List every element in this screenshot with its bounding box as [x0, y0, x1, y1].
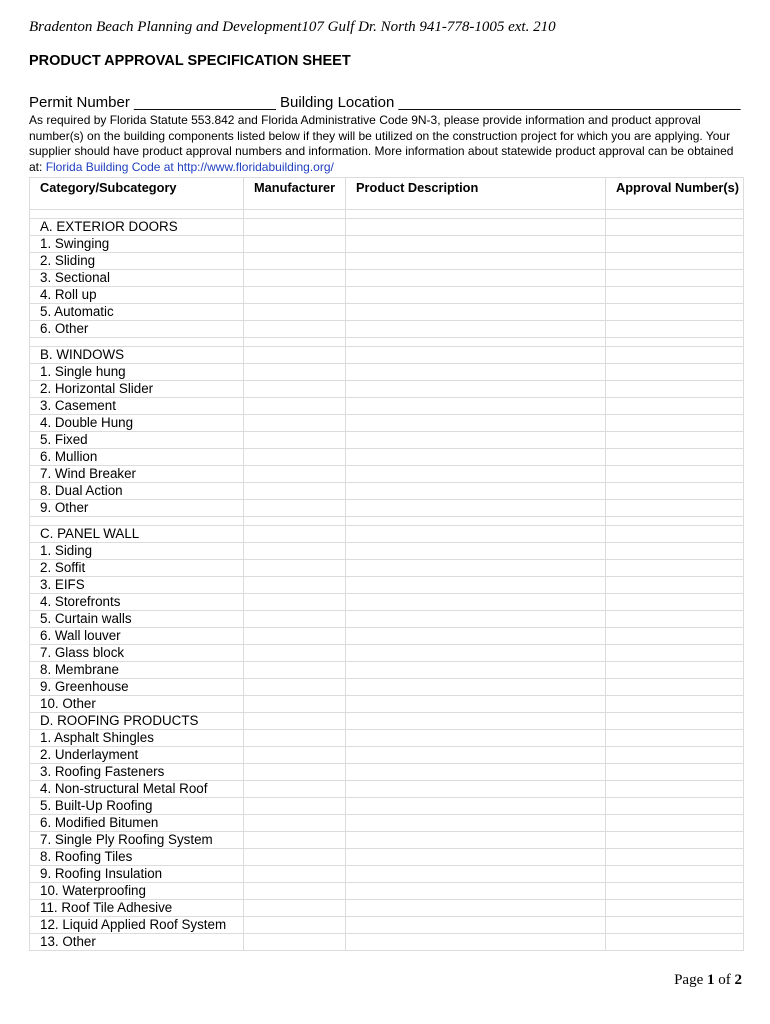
manufacturer-cell[interactable] [244, 466, 346, 483]
product-description-cell[interactable] [346, 500, 606, 517]
table-row [30, 798, 744, 815]
product-description-cell[interactable] [346, 543, 606, 560]
subcategory-label: 8. Membrane [30, 662, 244, 679]
table-row [30, 543, 744, 560]
intro-paragraph [29, 113, 745, 175]
subcategory-label: 6. Other [30, 321, 244, 338]
manufacturer-cell[interactable] [244, 934, 346, 951]
subcategory-label: 1. Swinging [30, 236, 244, 253]
table-row [30, 381, 744, 398]
manufacturer-cell[interactable] [244, 432, 346, 449]
table-row [30, 832, 744, 849]
approval-number-cell[interactable] [606, 364, 744, 381]
subcategory-label: 1. Single hung [30, 364, 244, 381]
subcategory-label: 2. Horizontal Slider [30, 381, 244, 398]
subcategory-label: 6. Mullion [30, 449, 244, 466]
manufacturer-cell[interactable] [244, 338, 346, 347]
manufacturer-cell[interactable] [244, 500, 346, 517]
product-description-cell[interactable] [346, 415, 606, 432]
subcategory-label: 2. Soffit [30, 560, 244, 577]
table-row [30, 210, 744, 219]
product-description-cell[interactable] [346, 883, 606, 900]
approval-number-cell[interactable] [606, 917, 744, 934]
table-row [30, 594, 744, 611]
product-description-cell[interactable] [346, 432, 606, 449]
page-prefix: Page [674, 972, 707, 988]
manufacturer-cell[interactable] [244, 236, 346, 253]
approval-number-cell[interactable] [606, 883, 744, 900]
manufacturer-cell[interactable] [244, 662, 346, 679]
manufacturer-cell[interactable] [244, 347, 346, 364]
manufacturer-cell[interactable] [244, 270, 346, 287]
table-row [30, 466, 744, 483]
approval-number-cell[interactable] [606, 270, 744, 287]
product-description-cell[interactable] [346, 781, 606, 798]
table-row [30, 696, 744, 713]
approval-number-cell[interactable] [606, 934, 744, 951]
product-description-cell[interactable] [346, 917, 606, 934]
approval-number-cell[interactable] [606, 398, 744, 415]
approval-number-cell[interactable] [606, 543, 744, 560]
table-row [30, 236, 744, 253]
product-description-cell[interactable] [346, 662, 606, 679]
approval-number-cell[interactable] [606, 662, 744, 679]
building-location-field[interactable]: _________________________________________ [398, 94, 741, 111]
manufacturer-cell[interactable] [244, 415, 346, 432]
column-header-category: Category/Subcategory [30, 178, 244, 210]
approval-number-cell[interactable] [606, 747, 744, 764]
approval-number-cell[interactable] [606, 347, 744, 364]
category-title: A. EXTERIOR DOORS [30, 219, 244, 236]
approval-number-cell[interactable] [606, 815, 744, 832]
table-row [30, 287, 744, 304]
subcategory-label: 3. Sectional [30, 270, 244, 287]
manufacturer-cell[interactable] [244, 747, 346, 764]
subcategory-label: 3. EIFS [30, 577, 244, 594]
manufacturer-cell[interactable] [244, 483, 346, 500]
approval-number-cell[interactable] [606, 696, 744, 713]
table-row [30, 730, 744, 747]
category-title: B. WINDOWS [30, 347, 244, 364]
manufacturer-cell[interactable] [244, 832, 346, 849]
table-row [30, 628, 744, 645]
manufacturer-cell[interactable] [244, 900, 346, 917]
page-number [674, 972, 742, 989]
manufacturer-cell[interactable] [244, 611, 346, 628]
table-row [30, 415, 744, 432]
product-description-cell[interactable] [346, 321, 606, 338]
approval-number-cell[interactable] [606, 679, 744, 696]
table-row [30, 679, 744, 696]
approval-number-cell[interactable] [606, 415, 744, 432]
manufacturer-cell[interactable] [244, 645, 346, 662]
product-description-cell[interactable] [346, 526, 606, 543]
approval-number-cell[interactable] [606, 526, 744, 543]
product-description-cell[interactable] [346, 611, 606, 628]
table-row [30, 917, 744, 934]
table-row [30, 483, 744, 500]
approval-number-cell[interactable] [606, 900, 744, 917]
manufacturer-cell[interactable] [244, 866, 346, 883]
manufacturer-cell[interactable] [244, 781, 346, 798]
product-description-cell[interactable] [346, 381, 606, 398]
manufacturer-cell[interactable] [244, 917, 346, 934]
approval-number-cell[interactable] [606, 287, 744, 304]
approval-number-cell[interactable] [606, 798, 744, 815]
approval-number-cell[interactable] [606, 764, 744, 781]
manufacturer-cell[interactable] [244, 287, 346, 304]
product-description-cell[interactable] [346, 730, 606, 747]
intro-text: As required by Florida Statute 553.842 and Florida Administrative Code 9N-3, please provide information and product approval number(s) on the building components listed below if they will be utilized on the construction project for which you are applying. Your supplier should have product approval numbers and information. More information about statewide product approval can be obtained at: [29, 113, 734, 174]
approval-number-cell[interactable] [606, 381, 744, 398]
product-description-cell[interactable] [346, 236, 606, 253]
table-body [30, 210, 744, 951]
product-approval-table [29, 177, 744, 951]
approval-number-cell[interactable] [606, 500, 744, 517]
table-row [30, 304, 744, 321]
product-description-cell[interactable] [346, 866, 606, 883]
product-description-cell[interactable] [346, 696, 606, 713]
subcategory-label: 9. Greenhouse [30, 679, 244, 696]
product-description-cell[interactable] [346, 679, 606, 696]
table-row [30, 364, 744, 381]
subcategory-label: 6. Modified Bitumen [30, 815, 244, 832]
approval-number-cell[interactable] [606, 253, 744, 270]
permit-number-field[interactable]: _________________ [134, 94, 276, 111]
approval-number-cell[interactable] [606, 483, 744, 500]
table-row [30, 270, 744, 287]
approval-number-cell[interactable] [606, 628, 744, 645]
subcategory-label: 3. Roofing Fasteners [30, 764, 244, 781]
approval-number-cell[interactable] [606, 304, 744, 321]
subcategory-label: 5. Automatic [30, 304, 244, 321]
spacer-cell [30, 338, 244, 347]
product-description-cell[interactable] [346, 270, 606, 287]
approval-number-cell[interactable] [606, 866, 744, 883]
subcategory-label: 8. Roofing Tiles [30, 849, 244, 866]
manufacturer-cell[interactable] [244, 560, 346, 577]
page-of: of [714, 972, 735, 988]
subcategory-label: 7. Single Ply Roofing System [30, 832, 244, 849]
table-row [30, 577, 744, 594]
subcategory-label: 2. Underlayment [30, 747, 244, 764]
product-description-cell[interactable] [346, 560, 606, 577]
approval-number-cell[interactable] [606, 466, 744, 483]
product-description-cell[interactable] [346, 210, 606, 219]
spacer-cell [30, 210, 244, 219]
table-row [30, 645, 744, 662]
manufacturer-cell[interactable] [244, 713, 346, 730]
approval-number-cell[interactable] [606, 781, 744, 798]
column-header-approval-numbers: Approval Number(s) [606, 178, 744, 210]
product-description-cell[interactable] [346, 517, 606, 526]
manufacturer-cell[interactable] [244, 628, 346, 645]
table-row [30, 347, 744, 364]
subcategory-label: 5. Curtain walls [30, 611, 244, 628]
subcategory-label: 9. Other [30, 500, 244, 517]
permit-line [29, 94, 741, 111]
manufacturer-cell[interactable] [244, 526, 346, 543]
product-description-cell[interactable] [346, 364, 606, 381]
approval-number-cell[interactable] [606, 449, 744, 466]
product-description-cell[interactable] [346, 764, 606, 781]
approval-number-cell[interactable] [606, 517, 744, 526]
subcategory-label: 3. Casement [30, 398, 244, 415]
table-row [30, 338, 744, 347]
product-description-cell[interactable] [346, 483, 606, 500]
product-description-cell[interactable] [346, 815, 606, 832]
table-header-row [30, 178, 744, 210]
subcategory-label: 6. Wall louver [30, 628, 244, 645]
product-description-cell[interactable] [346, 449, 606, 466]
table-row [30, 219, 744, 236]
manufacturer-cell[interactable] [244, 381, 346, 398]
manufacturer-cell[interactable] [244, 679, 346, 696]
product-description-cell[interactable] [346, 219, 606, 236]
spacer-cell [30, 517, 244, 526]
subcategory-label: 11. Roof Tile Adhesive [30, 900, 244, 917]
table-row [30, 781, 744, 798]
table-row [30, 500, 744, 517]
subcategory-label: 10. Waterproofing [30, 883, 244, 900]
page-total: 2 [734, 972, 742, 988]
subcategory-label: 4. Storefronts [30, 594, 244, 611]
product-description-cell[interactable] [346, 798, 606, 815]
table-row [30, 747, 744, 764]
table-row [30, 321, 744, 338]
approval-number-cell[interactable] [606, 236, 744, 253]
column-header-manufacturer: Manufacturer [244, 178, 346, 210]
manufacturer-cell[interactable] [244, 849, 346, 866]
approval-number-cell[interactable] [606, 849, 744, 866]
approval-number-cell[interactable] [606, 210, 744, 219]
table-row [30, 253, 744, 270]
table-row [30, 662, 744, 679]
building-location-label: Building Location [280, 94, 395, 111]
manufacturer-cell[interactable] [244, 517, 346, 526]
product-description-cell[interactable] [346, 832, 606, 849]
category-title: D. ROOFING PRODUCTS [30, 713, 244, 730]
table-row [30, 815, 744, 832]
manufacturer-cell[interactable] [244, 577, 346, 594]
manufacturer-cell[interactable] [244, 449, 346, 466]
subcategory-label: 7. Wind Breaker [30, 466, 244, 483]
table-row [30, 449, 744, 466]
subcategory-label: 4. Roll up [30, 287, 244, 304]
table-row [30, 398, 744, 415]
approval-number-cell[interactable] [606, 713, 744, 730]
manufacturer-cell[interactable] [244, 730, 346, 747]
subcategory-label: 5. Fixed [30, 432, 244, 449]
manufacturer-cell[interactable] [244, 798, 346, 815]
approval-number-cell[interactable] [606, 645, 744, 662]
manufacturer-cell[interactable] [244, 364, 346, 381]
subcategory-label: 4. Non-structural Metal Roof [30, 781, 244, 798]
table-row [30, 526, 744, 543]
subcategory-label: 4. Double Hung [30, 415, 244, 432]
page-current: 1 [707, 972, 715, 988]
product-description-cell[interactable] [346, 253, 606, 270]
product-description-cell[interactable] [346, 628, 606, 645]
approval-number-cell[interactable] [606, 321, 744, 338]
product-description-cell[interactable] [346, 934, 606, 951]
product-description-cell[interactable] [346, 347, 606, 364]
table-row [30, 866, 744, 883]
approval-number-cell[interactable] [606, 560, 744, 577]
table-row [30, 900, 744, 917]
subcategory-label: 10. Other [30, 696, 244, 713]
subcategory-label: 13. Other [30, 934, 244, 951]
approval-number-cell[interactable] [606, 730, 744, 747]
subcategory-label: 5. Built-Up Roofing [30, 798, 244, 815]
manufacturer-cell[interactable] [244, 210, 346, 219]
manufacturer-cell[interactable] [244, 815, 346, 832]
table-row [30, 432, 744, 449]
subcategory-label: 1. Asphalt Shingles [30, 730, 244, 747]
subcategory-label: 9. Roofing Insulation [30, 866, 244, 883]
manufacturer-cell[interactable] [244, 398, 346, 415]
product-description-cell[interactable] [346, 900, 606, 917]
manufacturer-cell[interactable] [244, 594, 346, 611]
approval-number-cell[interactable] [606, 432, 744, 449]
subcategory-label: 1. Siding [30, 543, 244, 560]
product-description-cell[interactable] [346, 466, 606, 483]
manufacturer-cell[interactable] [244, 253, 346, 270]
table-row [30, 713, 744, 730]
product-description-cell[interactable] [346, 747, 606, 764]
column-header-product-description: Product Description [346, 178, 606, 210]
approval-number-cell[interactable] [606, 338, 744, 347]
table-row [30, 764, 744, 781]
approval-number-cell[interactable] [606, 611, 744, 628]
product-description-cell[interactable] [346, 398, 606, 415]
table-row [30, 883, 744, 900]
approval-number-cell[interactable] [606, 219, 744, 236]
document-title: PRODUCT APPROVAL SPECIFICATION SHEET [29, 53, 351, 69]
subcategory-label: 2. Sliding [30, 253, 244, 270]
approval-number-cell[interactable] [606, 832, 744, 849]
table-row [30, 517, 744, 526]
florida-building-code-link[interactable]: Florida Building Code at http://www.floridabuilding.org/ [45, 159, 334, 174]
table-row [30, 934, 744, 951]
manufacturer-cell[interactable] [244, 883, 346, 900]
approval-number-cell[interactable] [606, 594, 744, 611]
product-description-cell[interactable] [346, 645, 606, 662]
table-row [30, 611, 744, 628]
manufacturer-cell[interactable] [244, 321, 346, 338]
manufacturer-cell[interactable] [244, 696, 346, 713]
product-description-cell[interactable] [346, 577, 606, 594]
table-row [30, 849, 744, 866]
manufacturer-cell[interactable] [244, 304, 346, 321]
product-description-cell[interactable] [346, 594, 606, 611]
subcategory-label: 7. Glass block [30, 645, 244, 662]
department-header: Bradenton Beach Planning and Development107 Gulf Dr. North 941-778-1005 ext. 210 [29, 19, 556, 35]
manufacturer-cell[interactable] [244, 764, 346, 781]
product-description-cell[interactable] [346, 304, 606, 321]
approval-number-cell[interactable] [606, 577, 744, 594]
product-description-cell[interactable] [346, 849, 606, 866]
category-title: C. PANEL WALL [30, 526, 244, 543]
permit-number-label: Permit Number [29, 94, 130, 111]
product-description-cell[interactable] [346, 287, 606, 304]
manufacturer-cell[interactable] [244, 543, 346, 560]
subcategory-label: 8. Dual Action [30, 483, 244, 500]
table-row [30, 560, 744, 577]
product-description-cell[interactable] [346, 713, 606, 730]
subcategory-label: 12. Liquid Applied Roof System [30, 917, 244, 934]
manufacturer-cell[interactable] [244, 219, 346, 236]
product-description-cell[interactable] [346, 338, 606, 347]
